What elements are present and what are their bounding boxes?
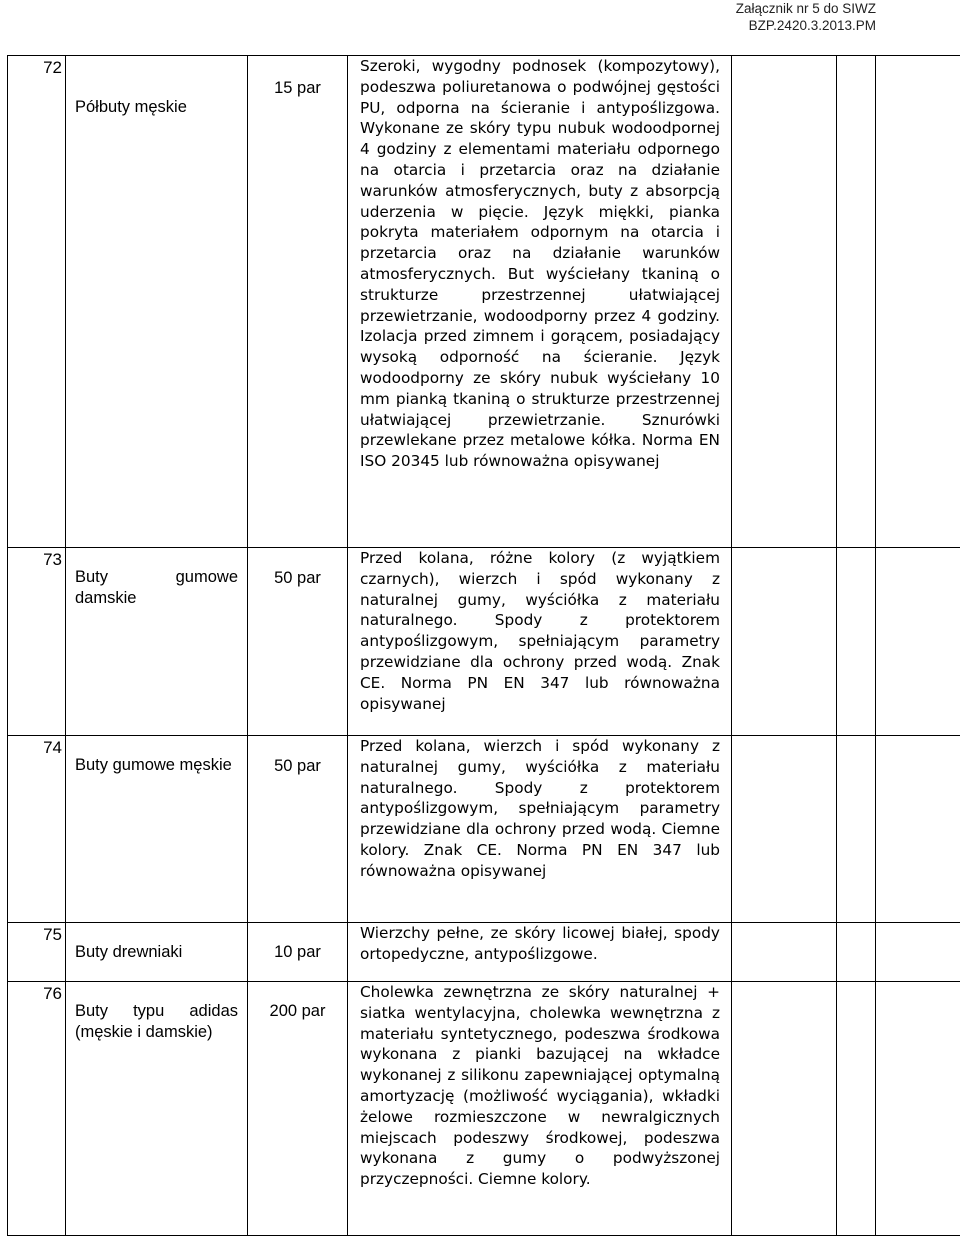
- quantity: 10 par: [274, 943, 321, 961]
- product-description: Szeroki, wygodny podnosek (kompozytowy), podeszwa poliuretanowa o podwójnej gęstości PU, odporna na ścieranie i antypoślizgowa. Wykonane ze skóry typu nubuk wodoodpornej 4 godziny z elementami materiału odpornego na otarcia i przetarcia oraz na działanie warunków atmosferycznych, buty z absorpcją uderzenia w pięcie. Język miękki, pianka pokryta materiałem odpornym na otarcia i przetarcia oraz na działanie warunków atmosferycznych. But wyściełany tkaniną o strukturze przestrzennej ułatwiającej przewietrzanie, wodoodporny przez 4 godziny. Izolacja przed zimnem i gorącem, posiadający wysoką odporność na ścieranie. Język wodoodporny ze skóry nubuk wyściełany 10 mm pianką tkaniną o strukturze przestrzennej ułatwiającej przewietrzanie. Sznurówki przewlekane przez metalowe kółka. Norma EN ISO 20345 lub równoważna opisywanej: [360, 57, 720, 471]
- product-description: Cholewka zewnętrzna ze skóry naturalnej + siatka wentylacyjna, cholewka wewnętrzna z materiału syntetycznego, podeszwa środkowa wykonana z pianki bazującej na wkładce wykonanej z silikonu zapewniającej optymalną amortyzację (możliwość wyciągania), wkładki żelowe rozmieszczone w newralgicznych miejscach podeszwy środkowej, podeszwa wykonana z gumy o podwyższonej przyczepności. Ciemne kolory.: [360, 983, 720, 1189]
- specification-table: [7, 55, 960, 1236]
- row-number: 76: [8, 982, 66, 1236]
- description-cell: [348, 736, 732, 923]
- reference-number: BZP.2420.3.2013.PM: [748, 18, 876, 33]
- description-cell: [348, 548, 732, 736]
- product-name: Buty gumowe damskie: [75, 568, 238, 607]
- description-cell: [348, 923, 732, 982]
- quantity-cell: [248, 56, 348, 548]
- row-number: 74: [8, 736, 66, 923]
- product-name-cell: [66, 982, 248, 1236]
- empty-cell: [837, 56, 876, 548]
- quantity: 200 par: [269, 1002, 326, 1020]
- attachment-header: [736, 0, 876, 34]
- product-name: Półbuty męskie: [75, 98, 187, 116]
- empty-cell: [732, 736, 837, 923]
- quantity-cell: [248, 923, 348, 982]
- product-name: Buty drewniaki: [75, 943, 183, 961]
- product-description: Przed kolana, różne kolory (z wyjątkiem czarnych), wierzch i spód wykonany z naturalnej gumy, wyściółka z materiału naturalnego. Spody z protektorem antypoślizgowym, spełniającym parametry przewidziane dla ochrony przed wodą. Znak CE. Norma PN EN 347 lub równoważna opisywanej: [360, 549, 720, 713]
- quantity: 50 par: [274, 569, 321, 587]
- empty-cell: [876, 56, 960, 548]
- empty-cell: [732, 56, 837, 548]
- row-number: 75: [8, 923, 66, 982]
- table-row: [8, 736, 960, 923]
- product-name: Buty gumowe męskie: [75, 756, 232, 774]
- quantity-cell: [248, 548, 348, 736]
- empty-cell: [837, 982, 876, 1236]
- table-row: [8, 56, 960, 548]
- empty-cell: [876, 923, 960, 982]
- row-number: 72: [8, 56, 66, 548]
- attachment-title: Załącznik nr 5 do SIWZ: [735, 1, 876, 16]
- product-name-cell: [66, 56, 248, 548]
- product-name-cell: [66, 548, 248, 736]
- table-row: [8, 548, 960, 736]
- empty-cell: [837, 736, 876, 923]
- table-row: [8, 982, 960, 1236]
- empty-cell: [732, 548, 837, 736]
- empty-cell: [876, 982, 960, 1236]
- description-cell: [348, 982, 732, 1236]
- description-cell: [348, 56, 732, 548]
- empty-cell: [837, 923, 876, 982]
- empty-cell: [876, 548, 960, 736]
- product-name: Buty typu adidas (męskie i damskie): [75, 1002, 238, 1041]
- row-number: 73: [8, 548, 66, 736]
- product-description: Wierzchy pełne, ze skóry licowej białej, spody ortopedyczne, antypoślizgowe.: [360, 924, 720, 963]
- product-name-cell: [66, 736, 248, 923]
- quantity: 15 par: [274, 79, 321, 97]
- product-description: Przed kolana, wierzch i spód wykonany z naturalnej gumy, wyściółka z materiału naturalnego. Spody z protektorem antypoślizgowym, spełniającym parametry przewidziane dla ochrony przed wodą. Ciemne kolory. Znak CE. Norma PN EN 347 lub równoważna opisywanej: [360, 737, 720, 880]
- empty-cell: [732, 982, 837, 1236]
- product-name-cell: [66, 923, 248, 982]
- quantity: 50 par: [274, 757, 321, 775]
- table-row: [8, 923, 960, 982]
- empty-cell: [732, 923, 837, 982]
- quantity-cell: [248, 982, 348, 1236]
- empty-cell: [837, 548, 876, 736]
- empty-cell: [876, 736, 960, 923]
- quantity-cell: [248, 736, 348, 923]
